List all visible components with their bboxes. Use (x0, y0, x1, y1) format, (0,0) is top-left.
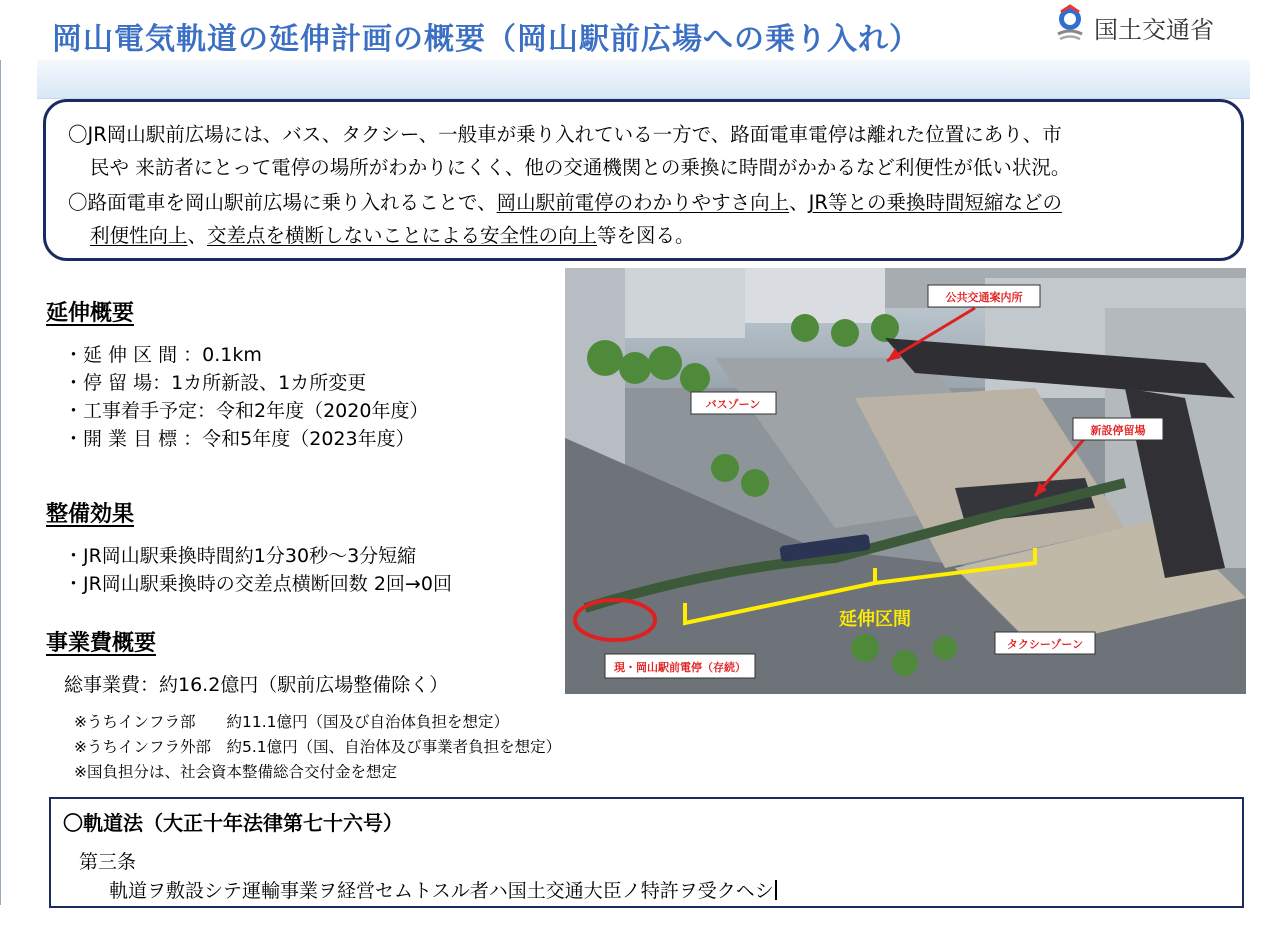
cost-total: 総事業費：約16.2億円（駅前広場整備除く） (64, 674, 449, 696)
effects-item-crossings: ・JR岡山駅乗換時の交差点横断回数 2回→0回 (64, 573, 452, 595)
label-public-transport-info: 公共交通案内所 (945, 291, 1023, 304)
extension-item-section: ・延 伸 区 間 ：0.1km (64, 344, 262, 366)
summary-paragraph-1 (68, 118, 1070, 184)
law-article: 第三条 (79, 851, 137, 873)
mlit-logo-text: 国土交通省 (1094, 16, 1214, 44)
extension-item-stops: ・停 留 場：1カ所新設、1カ所変更 (64, 372, 367, 394)
law-title: 〇軌道法（大正十年法律第七十六号） (63, 811, 403, 835)
summary-p2-underline-2: JR等との乗換時間短縮などの (808, 191, 1062, 214)
cost-note-subsidy: ※国負担分は、社会資本整備総合交付金を想定 (74, 763, 397, 781)
label-bus-zone: バスゾーン (705, 398, 761, 411)
extension-item-construction: ・工事着手予定：令和2年度（2020年度） (64, 400, 429, 422)
summary-p1-line1: 〇JR岡山駅前広場には、バス、タクシー、一般車が乗り入れている一方で、路面電車電停は離れた位置にあり、市 (68, 123, 1062, 146)
extension-heading: 延伸概要 (46, 301, 135, 326)
summary-p2-underline-4: 交差点を横断しないことによる安全性の向上 (207, 224, 598, 247)
summary-p2-text-b: 、 (789, 191, 809, 214)
label-new-stop: 新設停留場 (1090, 424, 1146, 437)
effects-item-time: ・JR岡山駅乗換時間約1分30秒～3分短縮 (64, 545, 417, 567)
summary-p2-underline-1: 岡山駅前電停のわかりやすさ向上 (496, 191, 790, 214)
effects-heading: 整備効果 (46, 502, 135, 527)
summary-p2-text-c: 、 (187, 224, 208, 247)
title-underline-band (37, 60, 1250, 99)
summary-p2-text-d: 等を図る。 (597, 224, 695, 247)
station-plaza-illustration (565, 268, 1246, 694)
extension-item-opening: ・開 業 目 標 ：令和5年度（2023年度） (64, 428, 415, 450)
text-cursor (775, 880, 777, 900)
label-extension-section: 延伸区間 (839, 609, 911, 630)
cost-heading: 事業費概要 (46, 631, 157, 656)
cost-note-infra: ※うちインフラ部 約11.1億円（国及び自治体負担を想定） (74, 713, 510, 731)
summary-paragraph-2 (68, 186, 1062, 252)
mlit-emblem-icon (1052, 4, 1088, 42)
law-body (109, 876, 777, 903)
left-page-border (0, 60, 1, 905)
summary-p2-text-a: 〇路面電車を岡山駅前広場に乗り入れることで、 (68, 191, 497, 214)
law-body-text: 軌道ヲ敷設シテ運輸事業ヲ経営セムトスル者ハ国土交通大臣ノ特許ヲ受クヘシ (109, 880, 774, 902)
summary-p2-underline-3: 利便性向上 (90, 224, 188, 247)
mlit-logo (1052, 4, 1272, 44)
label-current-stop: 現・岡山駅前電停（存続） (614, 661, 746, 674)
page-title: 岡山電気軌道の延伸計画の概要（岡山駅前広場への乗り入れ） (52, 22, 920, 57)
summary-p1-line2: 民や 来訪者にとって電停の場所がわかりにくく、他の交通機関との乗換に時間がかかるなど利便性が低い状況。 (90, 156, 1071, 179)
track-law-box (49, 797, 1244, 908)
cost-note-non-infra: ※うちインフラ外部 約5.1億円（国、自治体及び事業者負担を想定） (74, 738, 562, 756)
station-plaza-rendering (565, 268, 1246, 694)
summary-box (43, 99, 1244, 261)
label-taxi-zone: タクシーゾーン (1006, 638, 1084, 651)
